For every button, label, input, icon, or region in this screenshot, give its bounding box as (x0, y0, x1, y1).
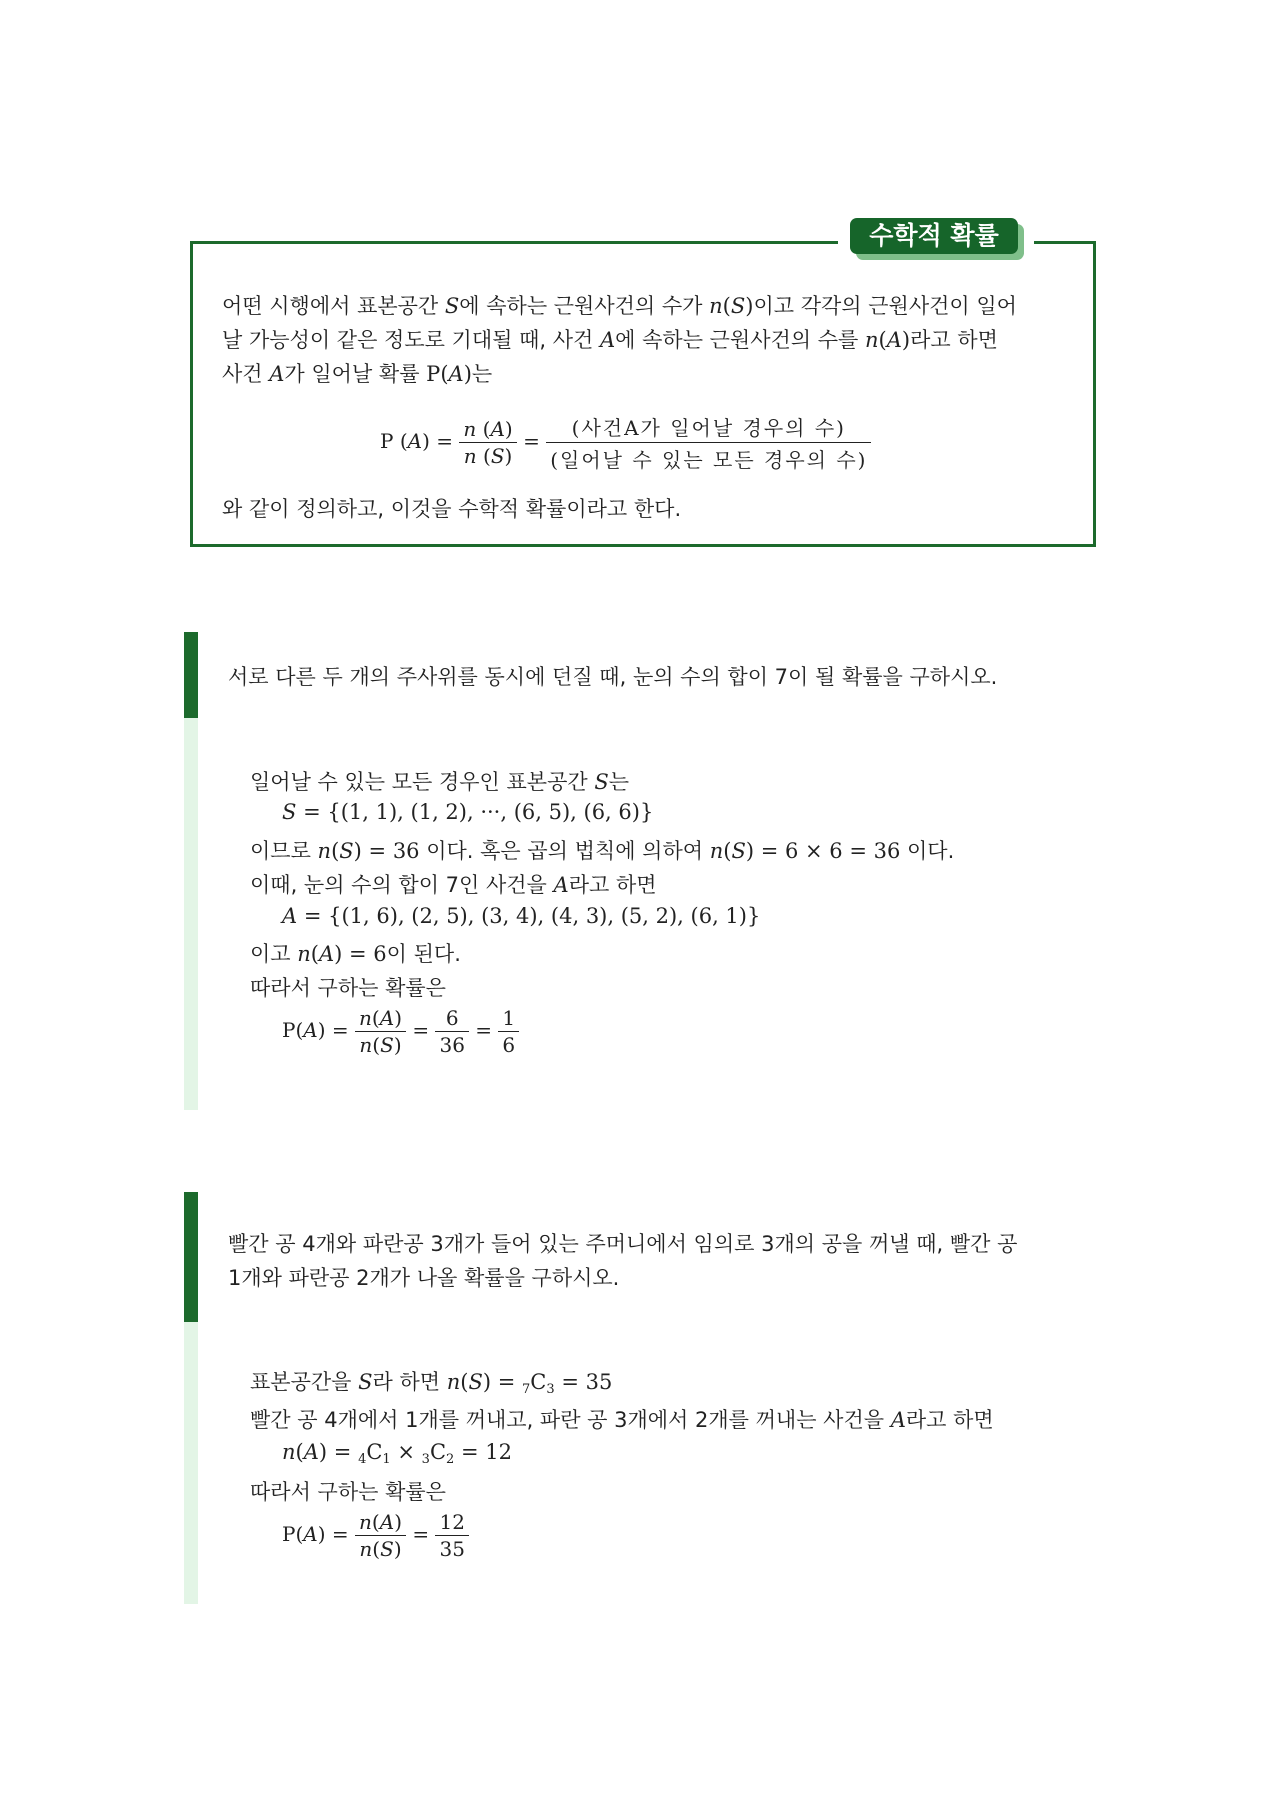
definition-line-5: 와 같이 정의하고, 이것을 수학적 확률이라고 한다. (222, 497, 682, 521)
problem2-question-line-2: 1개와 파란공 2개가 나올 확률을 구하시오. (228, 1266, 620, 1290)
problem1-strip (184, 718, 198, 1110)
problem2-solution-line-1: 표본공간을 S라 하면 $n(S) = _7C_3 = 35$ (250, 1370, 613, 1397)
formula-fraction-2: $\frac{\text{(사건A가 일어날 경우의 수)}}{\text{(일어날 수 있는 모든 경우의 수)}}$ (546, 412, 871, 473)
problem1-solution-line-1: 일어날 수 있는 모든 경우인 표본공간 S는 (250, 770, 630, 794)
definition-formula: P (A) = $\frac{n (A)}{n (S)}$ = $\frac{\text{(사건A가 일어날 경우의 수)}}{\text{(일어날 수 있는 모든 경우의 수)}}$ (380, 412, 871, 473)
problem1-solution-line-7: 따라서 구하는 확률은 (250, 976, 446, 1000)
problem2-question-line-1: 빨간 공 4개와 파란공 3개가 들어 있는 주머니에서 임의로 3개의 공을 꺼낼 때, 빨간 공 (228, 1232, 1018, 1256)
problem2-solution-line-2: 빨간 공 4개에서 1개를 꺼내고, 파란 공 3개에서 2개를 꺼내는 사건을 A라고 하면 (250, 1408, 994, 1432)
problem1-solution-line-6: 이고 n(A) = 6이 된다. (250, 942, 461, 966)
problem1-fraction-3: $\frac{1}{6}$ (498, 1006, 519, 1057)
problem1-question: 서로 다른 두 개의 주사위를 동시에 던질 때, 눈의 수의 합이 7이 될 확률을 구하시오. (228, 665, 998, 689)
problem1-fraction-2: $\frac{6}{36}$ (435, 1006, 468, 1057)
formula-fraction-1: $\frac{n (A)}{n (S)}$ (459, 417, 516, 468)
problem2-fraction-2: $\frac{12}{35}$ (435, 1510, 468, 1561)
problem2-strip (184, 1322, 198, 1604)
problem2-solution-line-4: 따라서 구하는 확률은 (250, 1480, 446, 1504)
problem1-solution-line-5: A = {(1, 6), (2, 5), (3, 4), (4, 3), (5, 2), (6, 1)} (282, 904, 761, 928)
problem1-solution-line-4: 이때, 눈의 수의 합이 7인 사건을 A라고 하면 (250, 873, 657, 897)
definition-line-3: 사건 A가 일어날 확률 P(A)는 (222, 362, 493, 386)
problem1-solution-line-2: S = {(1, 1), (1, 2), ···, (6, 5), (6, 6)} (282, 800, 654, 824)
definition-line-2: 날 가능성이 같은 정도로 기대될 때, 사건 A에 속하는 근원사건의 수를 n(A)라고 하면 (222, 328, 998, 352)
problem1-solution-line-3: 이므로 n(S) = 36 이다. 혹은 곱의 법칙에 의하여 n(S) = 6 × 6 = 36 이다. (250, 839, 955, 863)
problem2-fraction-1: $\frac{n(A)}{n(S)}$ (355, 1510, 406, 1561)
problem2-result-formula: P(A) = $\frac{n(A)}{n(S)}$ = $\frac{12}{35}$ (282, 1510, 469, 1561)
problem1-fraction-1: $\frac{n(A)}{n(S)}$ (355, 1006, 406, 1057)
definition-line-1: 어떤 시행에서 표본공간 S에 속하는 근원사건의 수가 n(S)이고 각각의 근원사건이 일어 (222, 294, 1017, 318)
problem1-result-formula: P(A) = $\frac{n(A)}{n(S)}$ = $\frac{6}{36}$ = $\frac{1}{6}$ (282, 1006, 519, 1057)
problem2-solution-line-3: $n(A) = _4C_1 \times _3C_2 = 12$ (282, 1440, 512, 1467)
problem1-bar (184, 632, 198, 718)
problem2-bar (184, 1192, 198, 1322)
definition-title: 수학적 확률 (850, 218, 1018, 254)
